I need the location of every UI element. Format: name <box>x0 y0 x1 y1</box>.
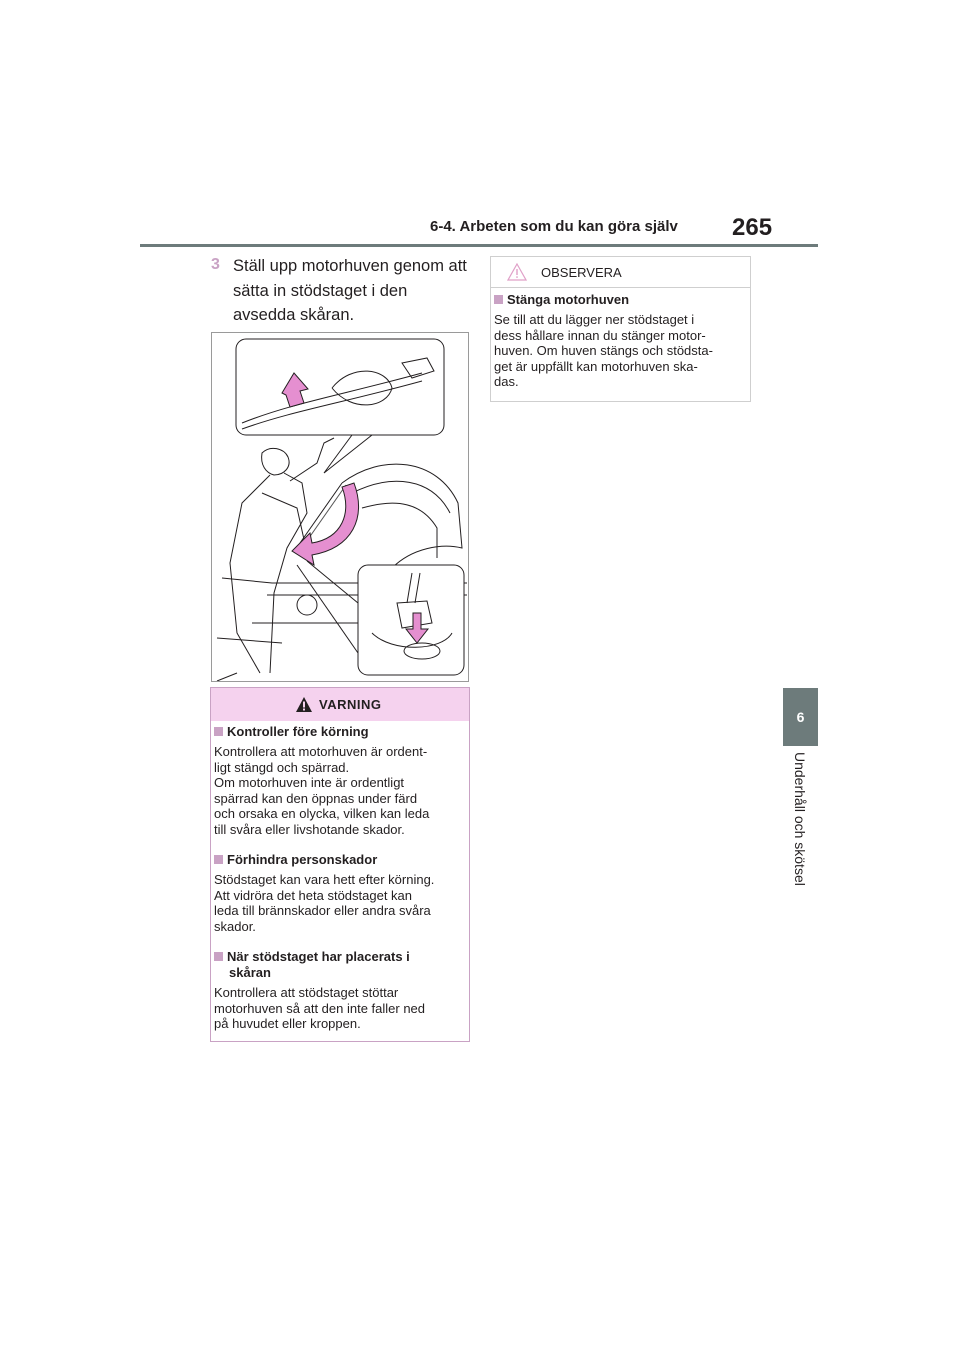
section-title: 6-4. Arbeten som du kan göra själv <box>430 218 678 235</box>
page-number: 265 <box>732 214 773 241</box>
warning-heading-2: Förhindra personskador <box>214 852 377 867</box>
caution-triangle-icon <box>507 263 527 281</box>
curved-arrow-icon <box>292 483 359 565</box>
chapter-title <box>760 752 840 932</box>
hood-support-illustration <box>211 332 469 682</box>
notice-title: OBSERVERA <box>541 265 622 280</box>
warning-heading-1: Kontroller före körning <box>214 724 369 739</box>
bullet-square-icon <box>214 855 223 864</box>
hood-support-drawing <box>212 333 468 681</box>
warning-text-1: Kontrollera att motorhuven är ordent- ligt stängd och spärrad. Om motorhuven inte är ordentligt spärrad kan den öppnas under färd och orsaka en olycka, vilken kan leda till svåra eller livshotande skador. <box>214 744 430 837</box>
notice-heading: Stänga motorhuven <box>494 292 629 307</box>
bullet-square-icon <box>214 952 223 961</box>
warning-header <box>211 688 469 721</box>
step-number: 3 <box>211 256 220 273</box>
warning-title: VARNING <box>319 697 382 712</box>
notice-header <box>491 257 750 288</box>
header-rule <box>140 244 818 247</box>
chapter-title-text: Underhåll och skötsel <box>792 752 808 886</box>
chapter-number: 6 <box>796 709 805 725</box>
step-text: Ställ upp motorhuven genom att sätta in stödstaget i den avsedda skåran. <box>233 257 467 324</box>
notice-text: Se till att du lägger ner stödstaget i dess hållare innan du stänger motor- huven. Om huven stängs och stödsta- get är uppfällt kan motorhuven ska- das. <box>494 312 713 389</box>
warning-text-2: Stödstaget kan vara hett efter körning. Att vidröra det heta stödstaget kan leda till brännskador eller andra svåra skador. <box>214 872 435 934</box>
warning-heading-3: När stödstaget har placerats i skåran <box>214 949 410 981</box>
bullet-square-icon <box>214 727 223 736</box>
warning-triangle-icon <box>295 696 313 713</box>
warning-box <box>210 687 470 1042</box>
bullet-square-icon <box>494 295 503 304</box>
notice-box <box>490 256 751 402</box>
warning-text-3: Kontrollera att stödstaget stöttar motorhuven så att den inte faller ned på huvudet eller kroppen. <box>214 985 426 1031</box>
